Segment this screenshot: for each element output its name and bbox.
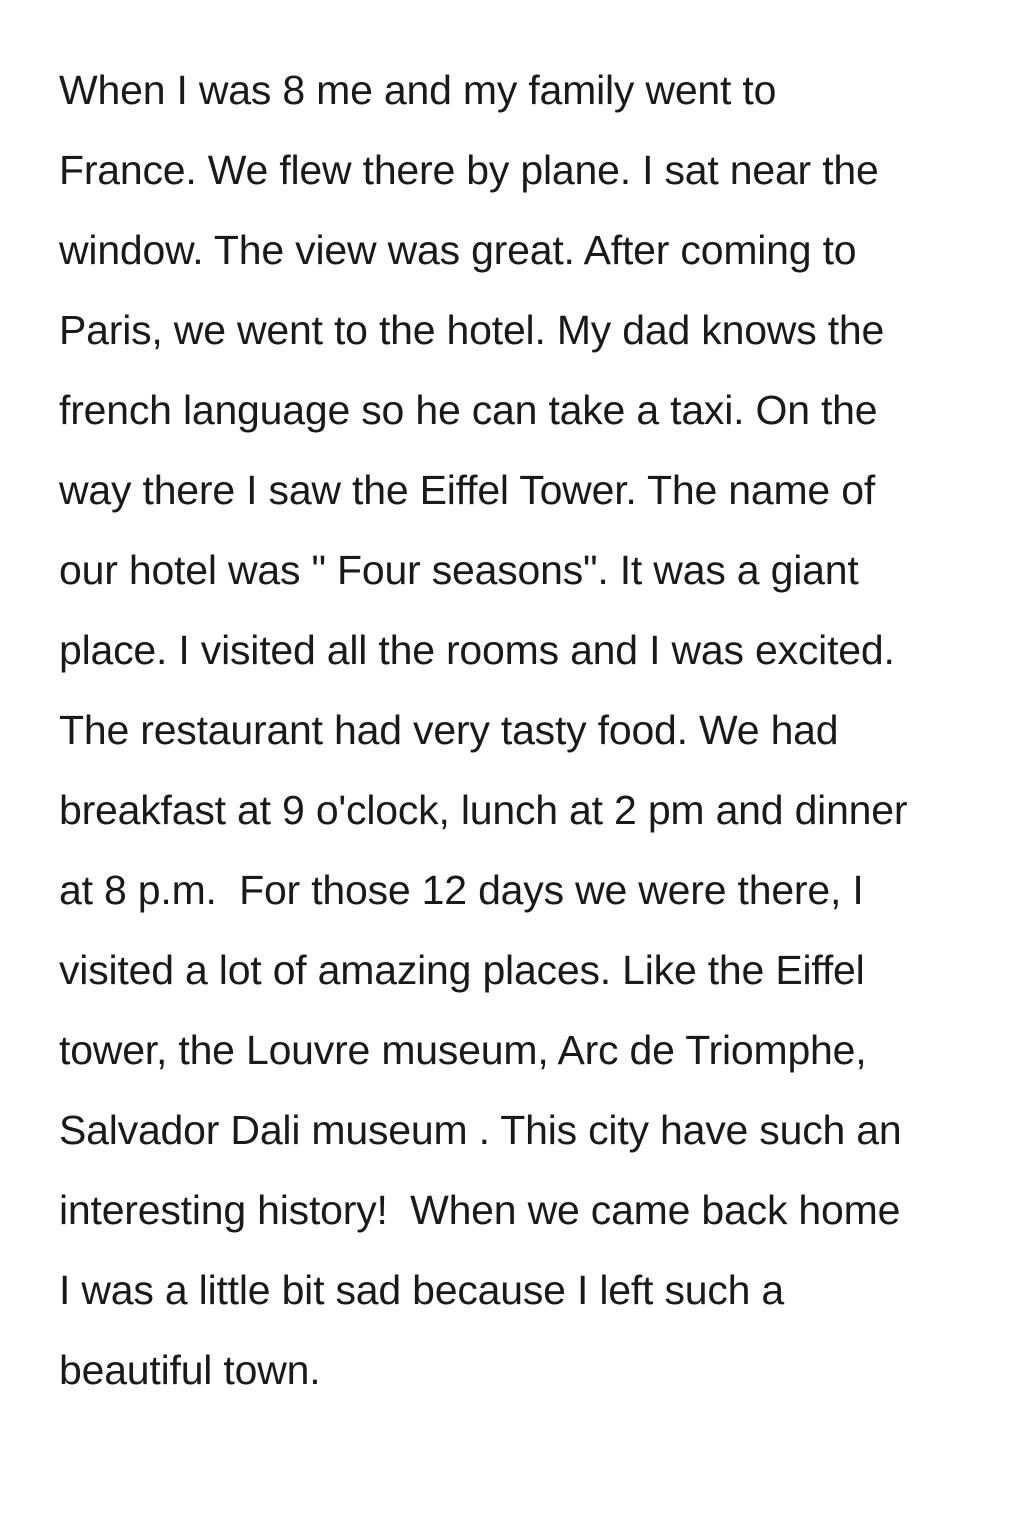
text-line: way there I saw the Eiffel Tower. The name of [59,467,876,513]
text-line: breakfast at 9 o'clock, lunch at 2 pm and dinner [59,787,908,833]
text-line: at 8 p.m. For those 12 days we were there, I [59,867,864,913]
text-line: place. I visited all the rooms and I was excited. [59,627,895,673]
text-line: Salvador Dali museum . This city have such an [59,1107,902,1153]
text-line: our hotel was " Four seasons". It was a giant [59,547,859,593]
story-text-block [59,50,1019,1410]
text-line: tower, the Louvre museum, Arc de Triomphe, [59,1027,867,1073]
text-line: Paris, we went to the hotel. My dad knows the [59,307,885,353]
text-line: visited a lot of amazing places. Like the Eiffel [59,947,865,993]
text-line: The restaurant had very tasty food. We had [59,707,839,753]
text-line: When I was 8 me and my family went to [59,67,777,113]
text-line: window. The view was great. After coming to [59,227,857,273]
text-line: beautiful town. [59,1347,321,1393]
text-line: France. We flew there by plane. I sat near the [59,147,879,193]
text-line: I was a little bit sad because I left such a [59,1267,785,1313]
text-line: interesting history! When we came back home [59,1187,901,1233]
text-line: french language so he can take a taxi. On the [59,387,878,433]
